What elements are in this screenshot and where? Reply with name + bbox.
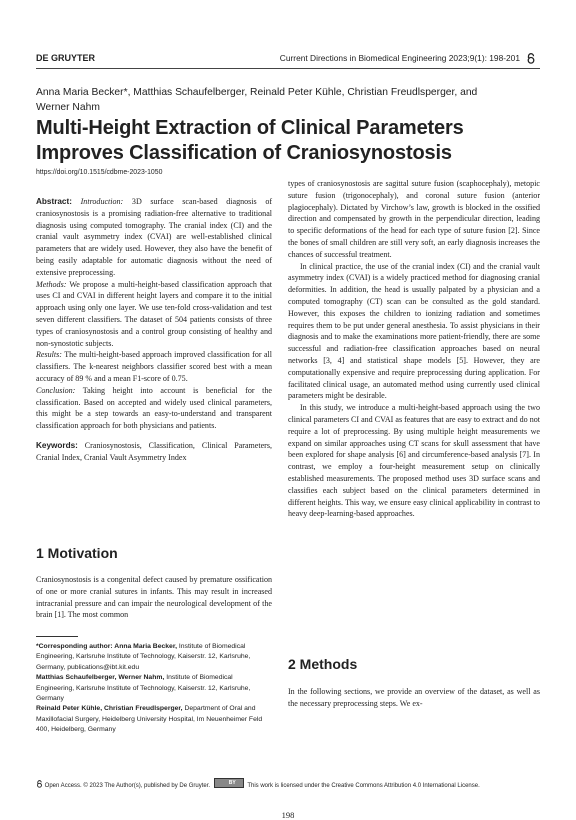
abstract-results-text: The multi-height-based approach improved classification for all classifiers. The k-nearest neighbors classifier scored best with a mean accuracy of 89 % and a mean F1-score of 0.75. [36,350,272,383]
corresponding-author-label: *Corresponding author: Anna Maria Becker, [36,643,177,650]
affiliations-footnote [36,642,272,736]
motivation-paragraph [36,574,272,621]
paper-title: Multi-Height Extraction of Clinical Parameters Improves Classification of Craniosynostosis [36,117,464,164]
section-heading-methods: 2 Methods [288,656,358,672]
coauthors-ibt-affiliation: Institute of Biomedical Engineering, Karlsruhe Institute of Technology, Kaiserstr. 12, Karlsruhe, Germany [36,674,251,703]
abstract-results-label: Results: [36,350,62,360]
license-left-text: Open Access. © 2023 The Author(s), published by De Gruyter. [44,783,211,789]
abstract-methods-label: Methods: [36,279,67,289]
motivation-text: Craniosynostosis is a congenital defect caused by premature ossification of one or more cranial sutures in infants. This may result in increased intracranial pressure and can impair the neurological development of the brain [1]. The most common [36,575,272,620]
publisher-name: DE GRUYTER [36,53,96,63]
coauthors-ibt-label: Matthias Schaufelberger, Werner Nahm, [36,674,165,682]
author-list: Anna Maria Becker*, Matthias Schaufelberger, Reinald Peter Kühle, Christian Freudlsperger, and Werner Nahm [36,87,478,113]
methods-text: In the following sections, we provide an overview of the dataset, as well as the necessary preprocessing steps. We ex- [288,687,540,708]
coauthors-heidelberg-label: Reinald Peter Kühle, Christian Freudlsperger, [36,705,183,713]
license-right-text: This work is licensed under the Creative Commons Attribution 4.0 International License. [247,783,480,789]
body-paragraph-3: In this study, we introduce a multi-height-based approach using the two clinical parameters CI and CVAI as features that are easy to extract and do not require a lot of preprocessing. By using multiple height measurements we expand on similar approaches using CT scans for skull assessment that have been explored for shape analysis [6] and circumference-based analysis [7]. In contrast, we employ a four-height measurement setup on clinically established measurements. The proposed method uses 3D surface scans and classifies each subject based on the clinical parameters determined in different heights. This way, we ensure easy clinical applicability in contrast to heavy deep-learning-based approaches. [288,403,540,519]
abstract-label: Abstract: [36,197,72,206]
methods-paragraph [288,686,540,710]
abstract-intro-label: Introduction: [80,197,124,206]
open-access-icon [36,780,43,788]
corresponding-author-affiliation: Institute of Biomedical Engineering, Karlsruhe Institute of Technology, Kaiserstr. 12, Karlsruhe, Germany, publications@ibt.kit.edu [36,643,251,671]
body-right-column [288,178,540,520]
coauthors-heidelberg-affiliation: Department of Oral and Maxillofacial Surgery, Heidelberg University Hospital, Im Neuenheimer Feld 400, Heidelberg, Germany [36,705,263,734]
cc-by-license-icon[interactable] [214,778,244,788]
abstract-conclusion-text: Taking height into account is beneficial for the classification. Based on accepted and widely used clinical parameters, this might be a step towards an easy-to-understand and transparent classification approach for both physicians and patients. [36,385,272,431]
journal-citation: Current Directions in Biomedical Engineering 2023;9(1): 198-201 [279,53,520,63]
license-statement [36,778,506,791]
abstract-conclusion-label: Conclusion: [36,385,76,395]
cc-badge-label: BY [228,780,236,786]
keywords-text: Craniosynostosis, Classification, Clinical Parameters, Cranial Index, Cranial Vault Asymmetry Index [36,440,272,462]
keywords-label: Keywords: [36,440,78,450]
abstract-methods-text: We propose a multi-height-based classification approach that uses CI and CVAI in different height layers and compare it to the initial approach using only one layer. We use ten-fold cross-validation and test seven different classifiers. The dataset of 504 patients consists of three types of craniosynostosis and a control group consisting of healthy and non-synostotic subjects. [36,279,273,348]
footnote-rule [36,636,78,637]
open-access-icon [526,53,536,64]
page-number: 198 [281,810,295,820]
section-heading-motivation: 1 Motivation [36,545,118,561]
abstract-intro-text: 3D surface scan-based diagnosis of craniosynostosis is a promising radiation-free alternative to traditional diagnosis using computed tomography. The cranial index (CI) and the cranial vault asymmetry index (CVAI) are well-established clinical parameters that are widely used. However, they also have the benefit of being easily adaptable for automatic diagnosis without the need of extensive preprocessing. [36,197,273,277]
body-paragraph-1: types of craniosynostosis are sagittal suture fusion (scaphocephaly), metopic suture fusion (trigonocephaly), and coronal suture fusion (anterior plagiocephaly). Dictated by Virchow’s law, growth is blocked in the ossified direction and compensated by growth in the perpendicular direction, leading to specific deformations of the head for each type of suture fusion [2]. Since the bones of small children are still very soft, an early diagnosis increases the chances of successful treatment. [288,179,540,259]
header-rule [36,68,540,69]
body-paragraph-2: In clinical practice, the use of the cranial index (CI) and the cranial vault asymmetry index (CVAI) is a widely practiced method for diagnosing cranial deformities. In addition, the head is usually palpated by a physician and a computed tomography (CT) scan can be consulted as the gold standard. However, this exposes the children to ionizing radiation and sometimes requires them to be put under general anesthesia. To assist physicians in their diagnosis and to make the examinations more patient-friendly, there are some successful and radiation-free classification approaches based on neural networks [3, 4] and statistical shape models [5]. However, they are computationally expensive and require preprocessing during application. For facilitated clinical usage, an automated method using currently used clinical parameters might be desirable. [288,261,540,401]
abstract-block [36,196,272,464]
doi-link[interactable]: https://doi.org/10.1515/cdbme-2023-1050 [36,169,163,176]
